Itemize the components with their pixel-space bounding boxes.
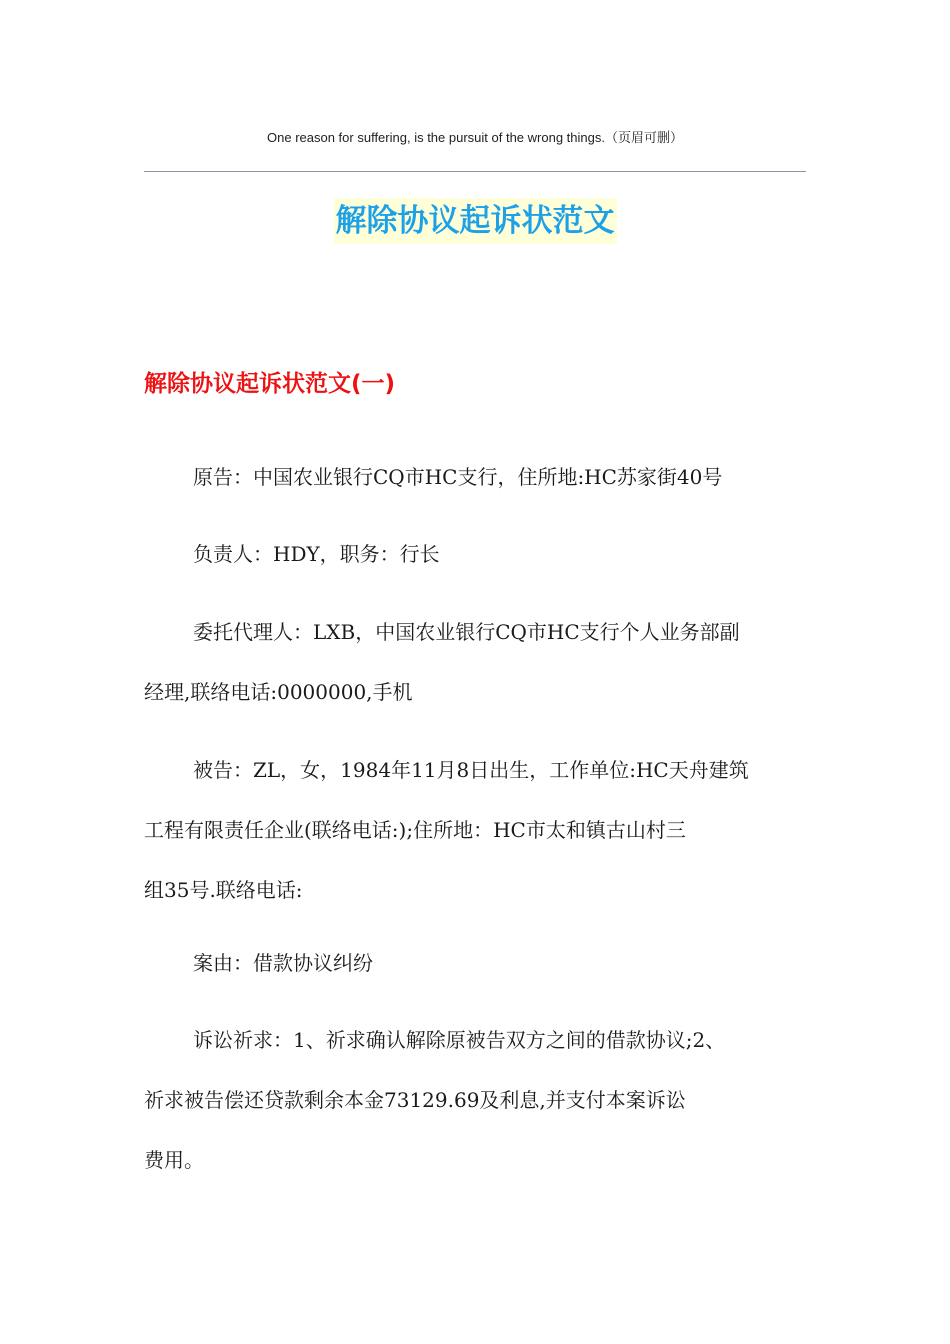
paragraph-line: 组35号.联络电话: [144, 878, 303, 902]
paragraph-line: 祈求被告偿还贷款剩余本金73129.69及利息,并支付本案诉讼 [144, 1088, 686, 1112]
section-heading: 解除协议起诉状范文(一) [144, 371, 396, 397]
paragraph-line: 负责人：HDY，职务：行长 [193, 542, 440, 566]
paragraph-line: 诉讼祈求：1、祈求确认解除原被告双方之间的借款协议;2、 [193, 1028, 726, 1052]
paragraph-line: 委托代理人：LXB，中国农业银行CQ市HC支行个人业务部副 [193, 620, 740, 644]
document-title [0, 198, 950, 244]
paragraph-line: 原告：中国农业银行CQ市HC支行，住所地:HC苏家街40号 [193, 465, 723, 489]
paragraph-line: 经理,联络电话:0000000,手机 [144, 680, 413, 704]
header-divider [144, 171, 806, 172]
page-header-text: One reason for suffering, is the pursuit of the wrong things.（页眉可删） [267, 130, 683, 145]
paragraph-agent [144, 602, 806, 722]
paragraph-responsible-person [144, 524, 806, 584]
paragraph-line: 案由：借款协议纠纷 [193, 951, 373, 975]
paragraph-claims [144, 1010, 806, 1190]
paragraph-plaintiff [144, 447, 806, 507]
paragraph-cause [144, 933, 806, 993]
paragraph-line: 费用。 [144, 1148, 204, 1172]
paragraph-line: 被告：ZL，女，1984年11月8日出生，工作单位:HC天舟建筑 [193, 758, 749, 782]
document-title-text: 解除协议起诉状范文 [334, 198, 617, 244]
paragraph-defendant [144, 740, 806, 920]
paragraph-line: 工程有限责任企业(联络电话:);住所地：HC市太和镇古山村三 [144, 818, 686, 842]
